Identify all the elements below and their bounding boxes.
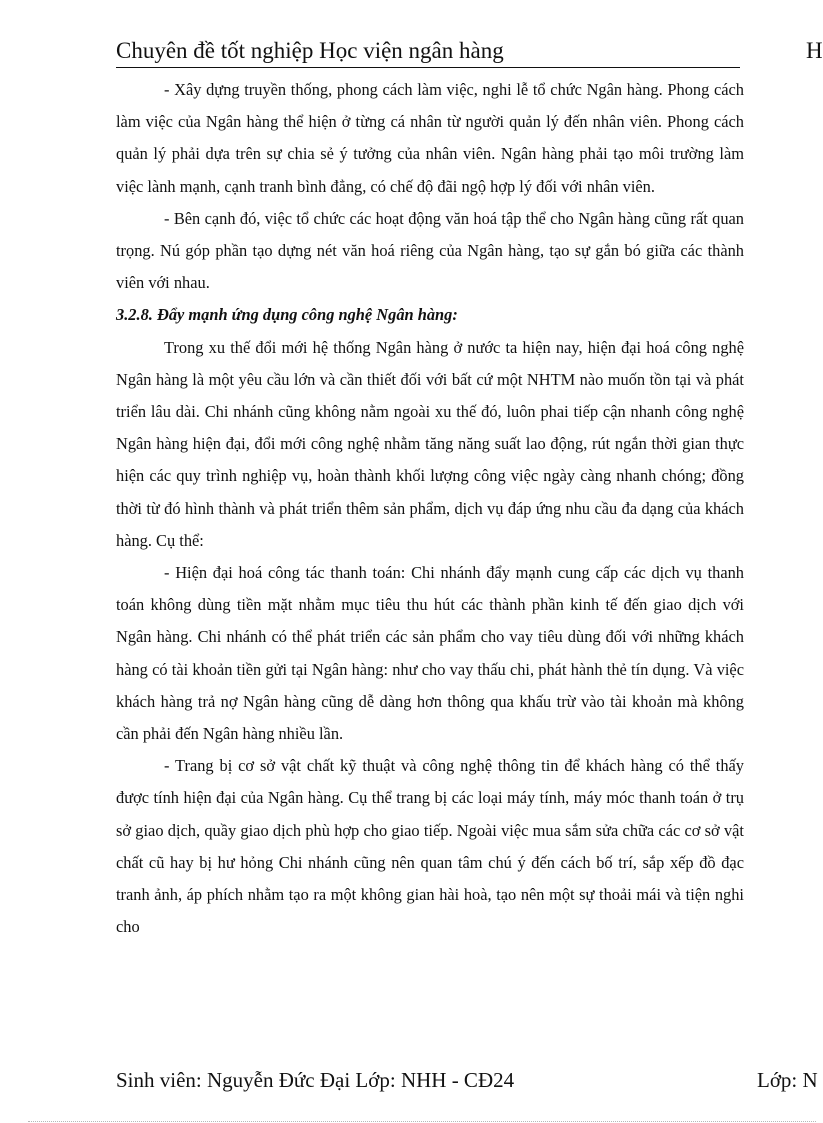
page-header-title: Chuyên đề tốt nghiệp Học viện ngân hàng xyxy=(116,38,504,63)
page-footer-cutoff-text: Lớp: N xyxy=(757,1068,818,1092)
page-bottom-edge xyxy=(28,1121,816,1122)
body-paragraph: Trong xu thế đổi mới hệ thống Ngân hàng ở nước ta hiện nay, hiện đại hoá công nghệ Ngân hàng là một yêu cầu lớn và cần thiết đối với bất cứ một NHTM nào muốn tồn tại và phát triển lâu dài. Chi nhánh cũng không nằm ngoài xu thế đó, luôn phai tiếp cận nhanh công nghệ Ngân hàng hiện đại, đổi mới công nghệ nhằm tăng năng suất lao động, rút ngắn thời gian thực hiện các quy trình nghiệp vụ, hoàn thành khối lượng công việc ngày càng nhanh chóng; đồng thời từ đó hình thành và phát triển thêm sản phẩm, dịch vụ đáp ứng nhu cầu đa dạng của khách hàng. Cụ thể: xyxy=(116,337,744,550)
document-body xyxy=(116,74,744,943)
section-heading: 3.2.8. Đẩy mạnh ứng dụng công nghệ Ngân hàng: xyxy=(116,305,458,325)
page-footer-student: Sinh viên: Nguyễn Đức Đại Lớp: NHH - CĐ24 xyxy=(116,1068,515,1092)
header-divider xyxy=(116,67,740,68)
body-paragraph: - Xây dựng truyền thống, phong cách làm việc, nghi lễ tổ chức Ngân hàng. Phong cách làm việc của Ngân hàng thể hiện ở từng cá nhân từ người quản lý đến nhân viên. Phong cách quản lý phải dựa trên sự chia sẻ ý tưởng của nhân viên. Ngân hàng phải tạo môi trường làm việc lành mạnh, cạnh tranh bình đẳng, có chế độ đãi ngộ hợp lý đối với nhân viên. xyxy=(116,80,744,196)
body-paragraph: - Bên cạnh đó, việc tổ chức các hoạt động văn hoá tập thể cho Ngân hàng cũng rất quan trọng. Nú góp phần tạo dựng nét văn hoá riêng của Ngân hàng, tạo sự gắn bó giữa các thành viên với nhau. xyxy=(116,208,744,293)
page-header-cutoff-text: H xyxy=(806,38,823,63)
body-paragraph: - Hiện đại hoá công tác thanh toán: Chi nhánh đẩy mạnh cung cấp các dịch vụ thanh toán không dùng tiền mặt nhằm mục tiêu thu hút các thành phần kinh tế đến giao dịch với Ngân hàng. Chi nhánh có thể phát triển các sản phẩm cho vay tiêu dùng đối với những khách hàng có tài khoản tiền gửi tại Ngân hàng: như cho vay thấu chi, phát hành thẻ tín dụng. Và việc khách hàng trả nợ Ngân hàng cũng dễ dàng hơn thông qua khấu trừ vào tài khoản mà không cần phải đến Ngân hàng nhiều lần. xyxy=(116,563,744,744)
body-paragraph: - Trang bị cơ sở vật chất kỹ thuật và công nghệ thông tin để khách hàng có thể thấy được tính hiện đại của Ngân hàng. Cụ thể trang bị các loại máy tính, máy móc thanh toán ở trụ sở giao dịch, quầy giao dịch phù hợp cho giao tiếp. Ngoài việc mua sắm sửa chữa các cơ sở vật chất cũ hay bị hư hỏng Chi nhánh cũng nên quan tâm chú ý đến cách bố trí, sắp xếp đồ đạc tranh ảnh, áp phích nhằm tạo ra một không gian hài hoà, tạo nên một sự thoải mái và tiện nghi cho xyxy=(116,756,744,937)
